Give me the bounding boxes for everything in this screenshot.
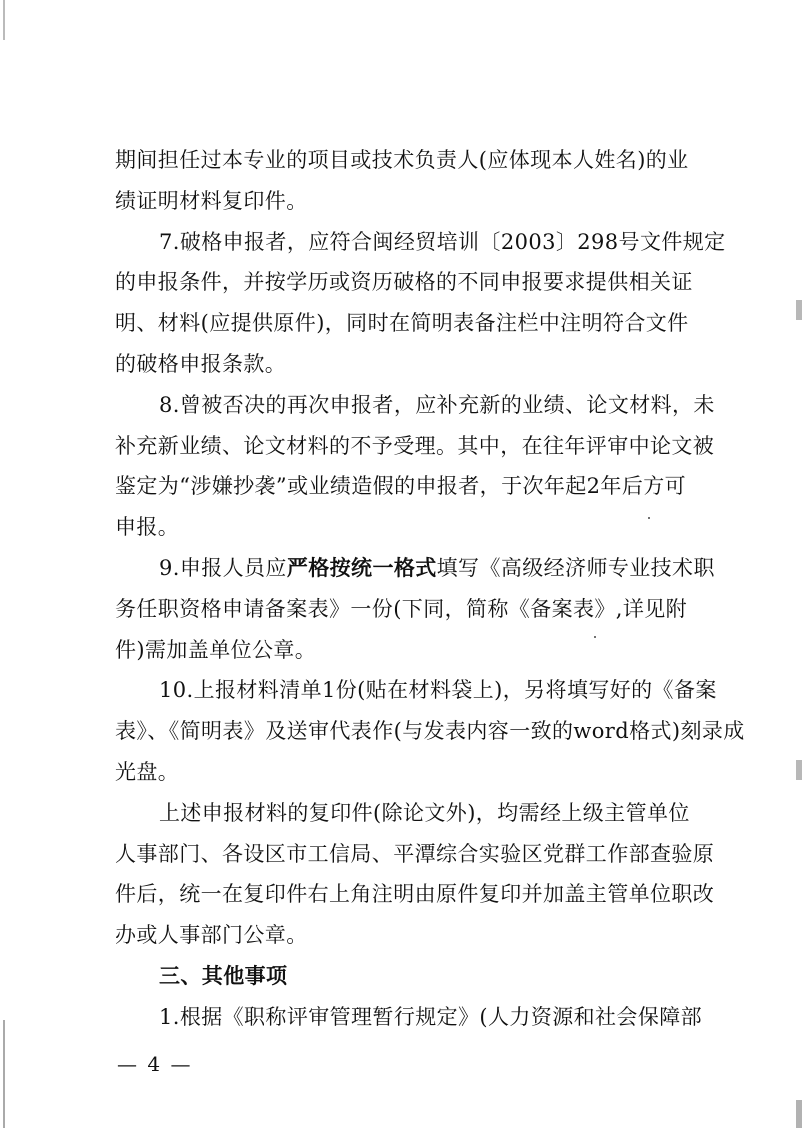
scan-edge-left: [3, 0, 5, 1128]
text-line: 7.破格申报者，应符合闽经贸培训〔2003〕298号文件规定: [159, 229, 726, 254]
text-line: 鉴定为“涉嫌抄袭”或业绩造假的申报者，于次年起2年后方可: [115, 474, 687, 499]
text-line: 表》、《简明表》及送审代表作(与发表内容一致的word格式)刻录成: [115, 719, 745, 744]
text-segment: 9.申报人员应: [159, 555, 287, 580]
document-body: [115, 140, 745, 1038]
text-line: 务任职资格申请备案表》一份(下同，简称《备案表》,详见附: [115, 596, 688, 621]
text-line: 光盘。: [115, 759, 180, 784]
text-line: 的申报条件，并按学历或资历破格的不同申报要求提供相关证: [115, 270, 693, 295]
text-line: 办或人事部门公章。: [115, 923, 308, 948]
text-line: 申报。: [115, 515, 180, 540]
section-heading: 三、其他事项: [159, 962, 288, 988]
scan-speck: [594, 636, 596, 638]
text-line: 件后，统一在复印件右上角注明由原件复印并加盖主管单位职改: [115, 882, 715, 907]
text-line: 明、材料(应提供原件)，同时在简明表备注栏中注明符合文件: [115, 311, 689, 336]
page-number: — 4 —: [117, 1052, 193, 1076]
text-line: 件)需加盖单位公章。: [115, 637, 317, 662]
text-line: 补充新业绩、论文材料的不予受理。其中，在往年评审中论文被: [115, 433, 715, 458]
text-line: 1.根据《职称评审管理暂行规定》(人力资源和社会保障部: [159, 1004, 703, 1029]
text-line: [115, 548, 715, 589]
emphasis-text: 严格按统一格式: [286, 554, 437, 580]
text-line: 人事部门、各设区市工信局、平潭综合实验区党群工作部查验原: [115, 841, 715, 866]
text-line: 10.上报材料清单1份(贴在材料袋上)，另将填写好的《备案: [159, 678, 717, 703]
text-line: 绩证明材料复印件。: [115, 188, 308, 213]
scan-speck: [648, 517, 650, 519]
scan-edge-right: [796, 0, 802, 1128]
text-line: 的破格申报条款。: [115, 351, 287, 376]
text-line: 上述申报材料的复印件(除论文外)，均需经上级主管单位: [159, 800, 690, 825]
text-line: 8.曾被否决的再次申报者，应补充新的业绩、论文材料，未: [159, 392, 715, 417]
text-segment: 填写《高级经济师专业技术职: [436, 555, 715, 580]
text-line: 期间担任过本专业的项目或技术负责人(应体现本人姓名)的业: [115, 148, 689, 172]
